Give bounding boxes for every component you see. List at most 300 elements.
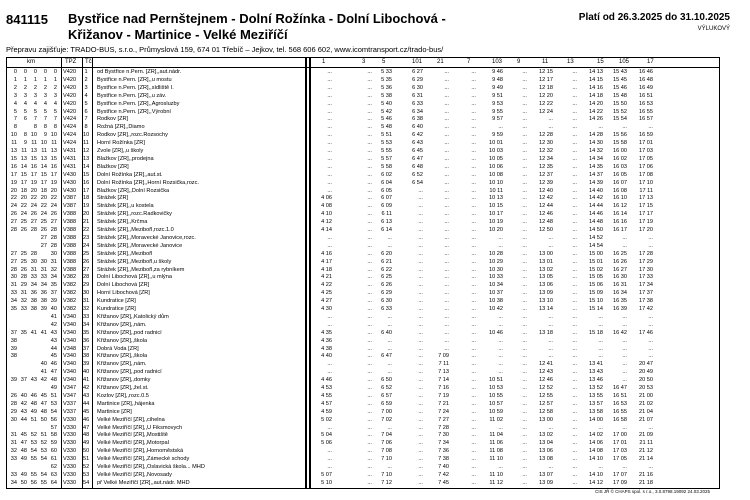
departure-time: 13 41 [589, 361, 603, 368]
km-value: 1 [43, 76, 47, 83]
km-value: 17 [20, 179, 27, 186]
departure-time: ... [387, 464, 392, 470]
km-value: 54 [40, 456, 47, 463]
table-row [7, 131, 719, 139]
km-value: 18 [40, 187, 47, 194]
departure-time: 21 11 [639, 440, 653, 447]
table-row [7, 108, 719, 116]
table-row [7, 123, 719, 131]
departure-time: ... [387, 369, 392, 376]
km-value: 17 [50, 171, 57, 178]
departure-time: ... [471, 140, 476, 147]
km-value: 7 [53, 116, 57, 123]
departure-time: ... [418, 345, 423, 352]
stop-index: 33 [83, 313, 90, 320]
km-value: 38 [40, 298, 47, 305]
stop-index: 54 [83, 479, 90, 486]
stop-name: Strážek [ZR],,Mezibořl [97, 250, 153, 257]
departure-time: 15 58 [613, 140, 627, 147]
departure-time: ... [418, 227, 423, 233]
table-row [7, 431, 719, 439]
km-value: 0 [43, 69, 47, 75]
departure-time: ... [444, 69, 449, 75]
departure-time: ... [572, 298, 577, 305]
departure-time: ... [572, 203, 577, 210]
km-value: 0 [53, 69, 57, 75]
departure-time: ... [367, 274, 372, 281]
table-row [7, 479, 719, 487]
departure-time: 16 42 [613, 329, 627, 336]
departure-time: ... [471, 479, 476, 486]
km-value: 5 [33, 108, 37, 115]
column-header: 17 [647, 59, 654, 65]
km-value: 4 [13, 100, 17, 107]
departure-time: ... [598, 353, 603, 360]
departure-time: ... [367, 464, 372, 470]
km-value: 45 [50, 353, 57, 360]
stop-index: 16 [83, 179, 90, 186]
km-value: 7 [33, 116, 37, 123]
departure-time: 17 34 [639, 282, 653, 289]
departure-time: ... [548, 116, 553, 123]
departure-time: 6 13 [381, 219, 392, 226]
departure-time: 6 52 [381, 385, 392, 391]
departure-time: 4 36 [321, 337, 332, 344]
departure-time: 13 09 [539, 479, 553, 486]
departure-time: 4 21 [321, 274, 332, 281]
departure-time: 16 26 [613, 258, 627, 265]
table-row [7, 447, 719, 455]
departure-time: 9 57 [492, 116, 503, 123]
departure-time: ... [572, 337, 577, 344]
departure-time: ... [444, 250, 449, 257]
tpz-code: V330 [63, 471, 77, 478]
km-value: 18 [20, 187, 27, 194]
km-value: 13 [20, 155, 27, 162]
km-value: 30 [40, 258, 47, 265]
departure-time: 14 42 [589, 195, 603, 202]
departure-time: 13 55 [589, 392, 603, 399]
stop-index: 4 [84, 92, 88, 99]
km-value: 47 [20, 440, 27, 447]
departure-time: 5 57 [381, 155, 392, 162]
departure-time: 13 05 [539, 274, 553, 281]
table-row [7, 115, 719, 123]
departure-time: 15 18 [589, 329, 603, 336]
departure-time: 17 03 [639, 148, 653, 154]
stop-name: Blažkov [ZR],,prodejna [97, 155, 154, 162]
line-number: 841115 [6, 12, 48, 27]
departure-time: 21 16 [639, 471, 653, 478]
tpz-code: V388 [63, 250, 77, 257]
departure-time: ... [418, 361, 423, 368]
km-value: 10 [30, 132, 37, 139]
departure-time: ... [444, 108, 449, 115]
km-value: 3 [23, 92, 27, 99]
departure-time: ... [498, 313, 503, 320]
departure-time: ... [622, 361, 627, 368]
table-row [7, 416, 719, 424]
departure-time: 4 27 [321, 298, 332, 305]
stop-name: Strážek [ZR] [97, 195, 129, 202]
departure-time: 10 20 [489, 227, 503, 233]
departure-time: ... [471, 116, 476, 123]
km-value: 8 [53, 124, 57, 131]
departure-time: 4 57 [321, 400, 332, 407]
departure-time: ... [522, 148, 527, 154]
departure-time: 12 30 [539, 140, 553, 147]
stop-name: Bystřice n.Pern. [ZR],,Výrobní [97, 108, 171, 115]
departure-time: 14 44 [589, 203, 603, 210]
departure-time: ... [471, 195, 476, 202]
departure-time: ... [572, 163, 577, 170]
departure-time: ... [522, 258, 527, 265]
departure-time: ... [522, 274, 527, 281]
departure-time: 5 42 [381, 108, 392, 115]
departure-time: 5 35 [381, 76, 392, 83]
km-value: 4 [33, 100, 37, 107]
km-value: 5 [13, 108, 17, 115]
departure-time: ... [367, 329, 372, 336]
table-row [7, 297, 719, 305]
departure-time: ... [622, 369, 627, 376]
departure-time: 16 46 [639, 69, 653, 75]
stop-index: 34 [83, 321, 90, 328]
departure-time: ... [471, 400, 476, 407]
stop-index: 8 [84, 124, 88, 131]
column-header: 21 [437, 59, 444, 65]
km-value: 1 [23, 76, 27, 83]
km-value: 27 [40, 234, 47, 241]
departure-time: ... [572, 353, 577, 360]
departure-time: ... [444, 242, 449, 249]
departure-time: ... [444, 84, 449, 91]
km-value: 36 [40, 290, 47, 297]
departure-time: 10 46 [489, 329, 503, 336]
departure-time: ... [471, 337, 476, 344]
departure-time: 16 55 [639, 108, 653, 115]
departure-time: ... [471, 432, 476, 439]
stop-index: 19 [83, 203, 90, 210]
departure-time: 6 43 [412, 140, 423, 147]
stop-index: 45 [83, 408, 90, 415]
departure-time: ... [572, 148, 577, 154]
departure-time: ... [367, 92, 372, 99]
departure-time: 16 10 [613, 195, 627, 202]
table-row [7, 384, 719, 392]
departure-time: 17 20 [639, 227, 653, 233]
departure-time: 5 48 [381, 124, 392, 131]
departure-time: ... [327, 140, 332, 147]
stop-name: Strážek [ZR],,Moravecké Janovice,rozc. [97, 234, 196, 241]
table-row [7, 76, 719, 84]
departure-time: 14 00 [589, 416, 603, 423]
km-value: 48 [30, 400, 37, 407]
departure-time: ... [418, 266, 423, 273]
departure-time: ... [327, 116, 332, 123]
departure-time: ... [471, 369, 476, 376]
stop-name: Křižanov [ZR],,žel.st. [97, 385, 149, 391]
km-value: 35 [20, 329, 27, 336]
stop-index: 31 [83, 298, 90, 305]
departure-time: 10 28 [489, 250, 503, 257]
stop-name: Horní Rožínka [ZR] [97, 140, 145, 147]
departure-time: ... [598, 337, 603, 344]
stop-index: 50 [83, 448, 90, 455]
departure-time: ... [418, 456, 423, 463]
departure-time: 17 03 [613, 448, 627, 455]
departure-time: 16 02 [613, 155, 627, 162]
tpz-code: V330 [63, 448, 77, 455]
departure-time: ... [648, 345, 653, 352]
departure-time: 17 15 [639, 203, 653, 210]
departure-time: 15 02 [589, 266, 603, 273]
departure-time: 6 45 [412, 148, 423, 154]
departure-time: 16 51 [613, 392, 627, 399]
departure-time: ... [471, 377, 476, 384]
departure-time: ... [367, 195, 372, 202]
departure-time: ... [327, 464, 332, 470]
stop-index: 25 [83, 250, 90, 257]
departure-time: ... [572, 424, 577, 431]
km-value: 3 [43, 92, 47, 99]
departure-time: ... [471, 313, 476, 320]
km-value: 31 [10, 432, 17, 439]
departure-time: ... [648, 464, 653, 470]
departure-time: 15 05 [589, 274, 603, 281]
departure-time: ... [622, 464, 627, 470]
departure-time: ... [572, 274, 577, 281]
departure-time: 7 36 [438, 448, 449, 455]
km-value: 28 [10, 400, 17, 407]
departure-time: ... [418, 274, 423, 281]
table-row [7, 163, 719, 171]
departure-time: ... [622, 424, 627, 431]
table-row [7, 194, 719, 202]
km-value: 7 [43, 116, 47, 123]
departure-time: 5 36 [381, 84, 392, 91]
departure-time: ... [327, 124, 332, 131]
departure-time: 10 30 [489, 266, 503, 273]
km-value: 29 [20, 282, 27, 289]
departure-time: ... [522, 171, 527, 178]
departure-time: 17 01 [613, 440, 627, 447]
departure-time: 21 02 [639, 400, 653, 407]
table-row [7, 408, 719, 416]
departure-time: ... [327, 448, 332, 455]
departure-time: ... [572, 448, 577, 455]
departure-time: ... [418, 329, 423, 336]
departure-time: ... [367, 290, 372, 297]
departure-time: ... [598, 464, 603, 470]
stop-name: př Velké Meziříčí [ZR],,aut.nádr. MHD [97, 479, 190, 486]
departure-time: 6 29 [412, 76, 423, 83]
departure-time: 12 22 [539, 100, 553, 107]
departure-time: 12 57 [539, 400, 553, 407]
km-value: 24 [50, 203, 57, 210]
departure-time: ... [367, 124, 372, 131]
departure-time: ... [572, 329, 577, 336]
departure-time: ... [444, 148, 449, 154]
km-value: 1 [33, 76, 37, 83]
timetable-header-row [7, 58, 719, 68]
departure-time: 14 30 [589, 140, 603, 147]
departure-time: ... [418, 306, 423, 312]
departure-time: ... [522, 353, 527, 360]
column-header: 9 [517, 59, 521, 65]
departure-time: ... [522, 242, 527, 249]
departure-time: 20 50 [639, 377, 653, 384]
km-value: 24 [10, 203, 17, 210]
departure-time: ... [444, 227, 449, 233]
departure-time: ... [572, 140, 577, 147]
departure-time: ... [471, 274, 476, 281]
km-value: 27 [50, 219, 57, 226]
stop-index: 12 [83, 148, 90, 154]
departure-time: ... [471, 100, 476, 107]
departure-time: ... [522, 345, 527, 352]
departure-time: ... [548, 464, 553, 470]
departure-time: 4 55 [321, 392, 332, 399]
departure-time: ... [327, 76, 332, 83]
km-value: 28 [30, 250, 37, 257]
table-row [7, 234, 719, 242]
departure-time: 10 55 [489, 392, 503, 399]
km-value: 38 [10, 337, 17, 344]
stop-name: Křižanov [ZR],,škola [97, 353, 148, 360]
departure-time: ... [367, 361, 372, 368]
departure-time: ... [572, 211, 577, 218]
table-row [7, 273, 719, 281]
departure-time: ... [367, 440, 372, 447]
departure-time: ... [471, 148, 476, 154]
table-row [7, 242, 719, 250]
departure-time: 9 46 [492, 69, 503, 75]
departure-time: 6 07 [381, 195, 392, 202]
departure-time: 6 34 [412, 108, 423, 115]
departure-time: 6 47 [412, 155, 423, 162]
tpz-code: V420 [63, 100, 77, 107]
departure-time: ... [367, 69, 372, 75]
km-value: 2 [13, 84, 17, 91]
km-value: 13 [10, 148, 17, 154]
departure-time: 4 25 [321, 290, 332, 297]
departure-time: ... [471, 163, 476, 170]
departure-time: ... [622, 337, 627, 344]
departure-time: ... [367, 353, 372, 360]
table-row [7, 171, 719, 179]
departure-time: 7 42 [438, 471, 449, 478]
departure-time: ... [572, 258, 577, 265]
km-value: 8 [33, 124, 37, 131]
departure-time: ... [572, 132, 577, 139]
departure-time: ... [367, 242, 372, 249]
departure-time: 15 09 [589, 290, 603, 297]
stop-index: 13 [83, 155, 90, 162]
km-value: 39 [10, 345, 17, 352]
stop-name: Strážek [ZR],,rozc.Radkovičky [97, 211, 172, 218]
km-value: 1 [13, 76, 17, 83]
departure-time: 10 19 [489, 219, 503, 226]
departure-time: 16 30 [613, 274, 627, 281]
stop-index: 10 [83, 132, 90, 139]
departure-time: ... [572, 242, 577, 249]
km-value: 47 [50, 369, 57, 376]
stop-name: Křižanov [ZR],,nám. [97, 361, 147, 368]
departure-time: 14 15 [589, 76, 603, 83]
departure-time: ... [498, 242, 503, 249]
km-value: 31 [50, 258, 57, 265]
departure-time: 6 38 [412, 116, 423, 123]
departure-time: ... [471, 361, 476, 368]
departure-time: 12 55 [539, 392, 553, 399]
validity-text: Platí od 26.3.2025 do 31.10.2025 [578, 12, 730, 23]
km-value: 9 [43, 132, 47, 139]
km-value: 0 [33, 69, 37, 75]
departure-time: 6 31 [412, 92, 423, 99]
km-value: 25 [20, 219, 27, 226]
departure-time: ... [418, 369, 423, 376]
departure-time: 14 10 [589, 456, 603, 463]
km-value: 24 [40, 211, 47, 218]
departure-time: 16 57 [639, 116, 653, 123]
tpz-code: V340 [63, 361, 77, 368]
stop-name: Dolní Libochová [ZR],,u mlýna [97, 274, 172, 281]
departure-time: ... [471, 124, 476, 131]
departure-time: ... [367, 250, 372, 257]
departure-time: ... [471, 321, 476, 328]
km-value: 17 [40, 179, 47, 186]
km-value: 11 [21, 148, 27, 154]
departure-time: 20 47 [639, 361, 653, 368]
km-value: 49 [20, 471, 27, 478]
column-header: 5 [382, 59, 386, 65]
departure-time: 6 21 [381, 258, 392, 265]
departure-time: ... [572, 282, 577, 289]
tpz-code: V420 [63, 108, 77, 115]
departure-time: ... [444, 306, 449, 312]
departure-time: 21 09 [639, 432, 653, 439]
departure-time: 21 07 [639, 416, 653, 423]
stop-index: 5 [84, 100, 88, 107]
departure-time: 12 28 [539, 132, 553, 139]
stop-name: Bystřice n.Pern. [ZR],,u mostu [97, 76, 172, 83]
departure-time: ... [327, 132, 332, 139]
departure-time: ... [471, 290, 476, 297]
table-row [7, 463, 719, 471]
departure-time: ... [498, 234, 503, 241]
departure-time: ... [572, 250, 577, 257]
stop-index: 30 [83, 290, 90, 297]
departure-time: ... [367, 369, 372, 376]
stop-name: Velké Meziříčí [ZR],,Motorpal [97, 440, 169, 447]
departure-time: 9 48 [492, 76, 503, 83]
departure-time: ... [418, 242, 423, 249]
departure-time: ... [572, 416, 577, 423]
stop-index: 3 [84, 84, 88, 91]
departure-time: 20 49 [639, 369, 653, 376]
route-title: Bystřice nad Pernštejnem - Dolní Rožínka - Dolní Libochová - Křižanov - Martinice - Velké Meziříčí [68, 11, 446, 42]
km-value: 32 [20, 298, 27, 305]
departure-time: 14 20 [589, 100, 603, 107]
km-value: 2 [43, 84, 47, 91]
departure-time: ... [622, 124, 627, 131]
departure-time: ... [622, 377, 627, 384]
km-value: 51 [50, 392, 57, 399]
column-header: 15 [597, 59, 604, 65]
departure-time: ... [367, 211, 372, 218]
km-value: 6 [23, 116, 27, 123]
